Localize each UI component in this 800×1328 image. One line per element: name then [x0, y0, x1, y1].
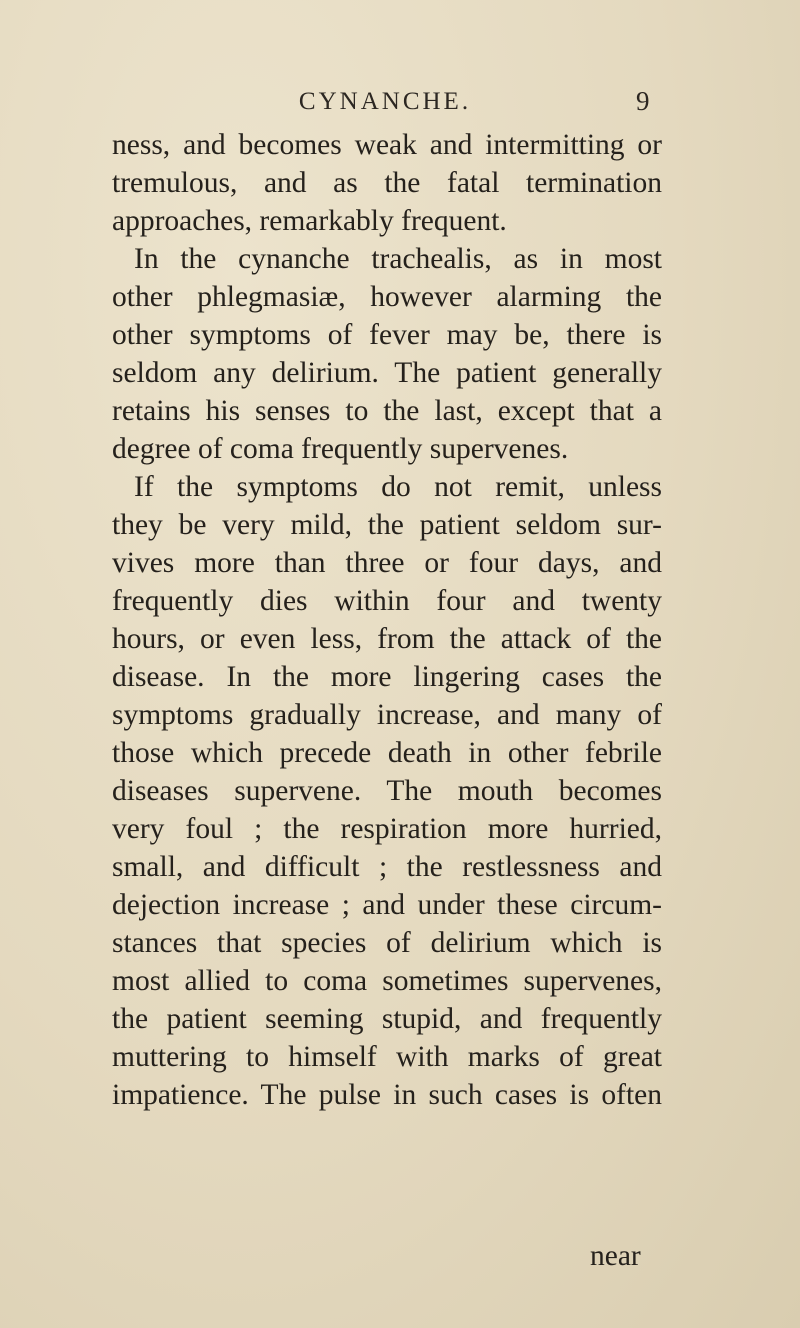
- text-line: In the cynanche trachealis, as in most: [134, 243, 662, 275]
- text-line: they be very mild, the patient seldom sur-: [112, 509, 662, 541]
- text-line: vives more than three or four days, and: [112, 547, 662, 579]
- text-line: the patient seeming stupid, and frequently: [112, 1003, 662, 1035]
- text-line: approaches, remarkably frequent.: [112, 205, 507, 237]
- text-line: most allied to coma sometimes supervenes,: [112, 965, 662, 997]
- text-line: other symptoms of fever may be, there is: [112, 319, 662, 351]
- running-head: CYNANCHE.: [298, 88, 472, 115]
- body-text: [112, 126, 662, 1114]
- text-line: stances that species of delirium which is: [112, 927, 662, 959]
- text-line: disease. In the more lingering cases the: [112, 661, 662, 693]
- text-line: retains his senses to the last, except that a: [112, 395, 662, 427]
- text-line: frequently dies within four and twenty: [112, 585, 662, 617]
- page-number: 9: [636, 86, 650, 116]
- text-line: small, and difficult ; the restlessness and: [112, 851, 662, 883]
- text-line: degree of coma frequently supervenes.: [112, 433, 569, 465]
- text-line: other phlegmasiæ, however alarming the: [112, 281, 662, 313]
- text-line: If the symptoms do not remit, unless: [134, 471, 662, 503]
- text-line: muttering to himself with marks of great: [112, 1041, 662, 1073]
- text-line: tremulous, and as the fatal termination: [112, 167, 662, 199]
- text-line: very foul ; the respiration more hurried,: [112, 813, 662, 845]
- catchword: near: [590, 1240, 641, 1272]
- text-line: impatience. The pulse in such cases is often: [112, 1079, 662, 1111]
- text-line: those which precede death in other febrile: [112, 737, 662, 769]
- text-line: symptoms gradually increase, and many of: [112, 699, 662, 731]
- text-line: dejection increase ; and under these circum-: [112, 889, 662, 921]
- text-line: ness, and becomes weak and intermitting or: [112, 129, 662, 161]
- text-line: seldom any delirium. The patient generally: [112, 357, 662, 389]
- text-line: diseases supervene. The mouth becomes: [112, 775, 662, 807]
- text-line: hours, or even less, from the attack of the: [112, 623, 662, 655]
